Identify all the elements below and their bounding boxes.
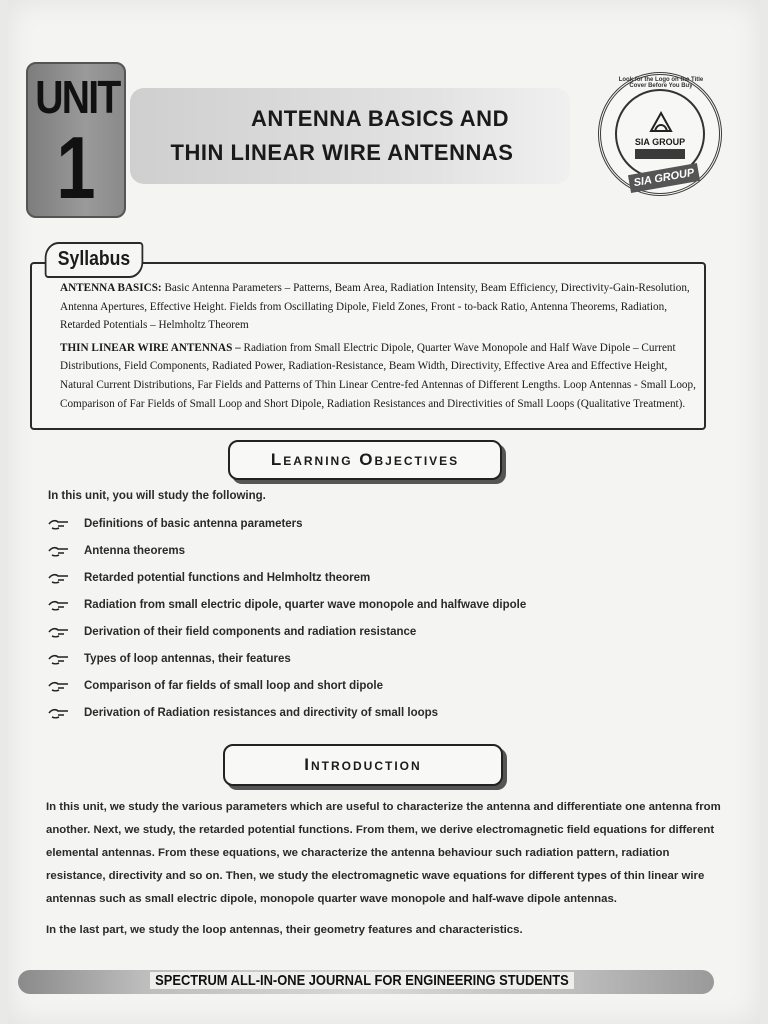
learning-objectives-heading: Learning Objectives [228,440,502,480]
pointing-hand-icon [48,625,70,639]
seal-ribbon: SIA GROUP [628,163,700,193]
syllabus-heading-1: ANTENNA BASICS: [60,282,162,294]
chapter-title-line-1: ANTENNA BASICS AND [251,106,509,131]
list-item [48,591,688,618]
introduction-paragraph-2: In the last part, we study the loop antennas, their geometry features and characteristics. [46,924,523,936]
unit-number: 1 [56,118,96,217]
chapter-title-line-2: THIN LINEAR WIRE ANTENNAS [170,140,514,165]
seal-name: SIA GROUP [634,137,686,147]
syllabus-heading-2: THIN LINEAR WIRE ANTENNAS – [60,341,241,354]
pointing-hand-icon [48,652,70,666]
list-item [48,672,688,699]
objectives-lead: In this unit, you will study the following. [48,490,266,502]
introduction-paragraph-1: In this unit, we study the various parameters which are useful to characterize the antenna and differentiate one antenna from another. Next, we study, the retarded potential functions. From them, we derive electromagnetic field equations for different elemental antennas. From these equations, we characterize the antenna behaviour such radiation pattern, radiation resistance, directivity and so on. Then, we study the electromagnetic wave equations for different types of thin linear wire antennas such as small electric dipole, monopole quarter wave monopole and half-wave dipole antennas. [46,801,721,905]
objective-text: Derivation of Radiation resistances and directivity of small loops [84,706,439,719]
list-item [48,564,688,591]
pointing-hand-icon [48,544,70,558]
syllabus-paragraph-2 [60,339,696,413]
objective-text: Comparison of far fields of small loop and short dipole [84,679,384,692]
list-item [48,537,688,564]
objective-text: Antenna theorems [84,544,185,557]
pointing-hand-icon [48,517,70,531]
seal-arc-text: Look for the Logo on the Title Cover Before You Buy [618,77,704,89]
sia-logo-icon [647,109,675,137]
list-item [48,510,688,537]
footer-journal-title: SPECTRUM ALL-IN-ONE JOURNAL FOR ENGINEERING STUDENTS [150,972,574,989]
unit-word: UNIT [35,71,120,123]
syllabus-body-2: Radiation from Small Electric Dipole, Quarter Wave Monopole and Half Wave Dipole – Current Distributions, Field Components, Radiated Power, Radiation-Resistance, Beam Width, Directivity, Effective Area and Effective Height, Natural Current Distributions, Far Fields and Patterns of Thin Linear Centre-fed Antennas of Different Lengths. Loop Antennas - Small Loop, Comparison of Far Fields of Small Loop and Short Dipole, Radiation Resistances and Directivities of Small Loops (Qualitative Treatment). [60,341,696,410]
pointing-hand-icon [48,679,70,693]
introduction-text [46,796,726,950]
list-item [48,618,688,645]
pointing-hand-icon [48,571,70,585]
pointing-hand-icon [48,706,70,720]
list-item [48,645,688,672]
syllabus-paragraph-1 [60,279,696,335]
syllabus-text [60,279,696,417]
objective-text: Derivation of their field components and radiation resistance [84,625,417,638]
unit-badge [26,62,126,218]
pointing-hand-icon [48,598,70,612]
list-item [48,699,688,726]
publisher-seal-logo [598,72,722,196]
syllabus-tag: Syllabus [45,242,144,278]
page [8,0,760,1024]
introduction-heading: Introduction [223,744,503,786]
objective-text: Types of loop antennas, their features [84,652,291,665]
title-band [130,88,570,184]
objective-text: Radiation from small electric dipole, quarter wave monopole and halfwave dipole [84,598,527,611]
objective-text: Retarded potential functions and Helmholtz theorem [84,571,371,584]
seal-bar [635,149,685,159]
objective-text: Definitions of basic antenna parameters [84,517,303,530]
objectives-list [48,510,688,726]
syllabus-box [30,262,706,430]
syllabus-body-1: Basic Antenna Parameters – Patterns, Beam Area, Radiation Intensity, Beam Efficiency, Directivity-Gain-Resolution, Antenna Apertures, Effective Height. Fields from Oscillating Dipole, Field Zones, Front - to-back Ratio, Antenna Theorems, Radiation, Retarded Potentials – Helmholtz Theorem [60,282,690,332]
